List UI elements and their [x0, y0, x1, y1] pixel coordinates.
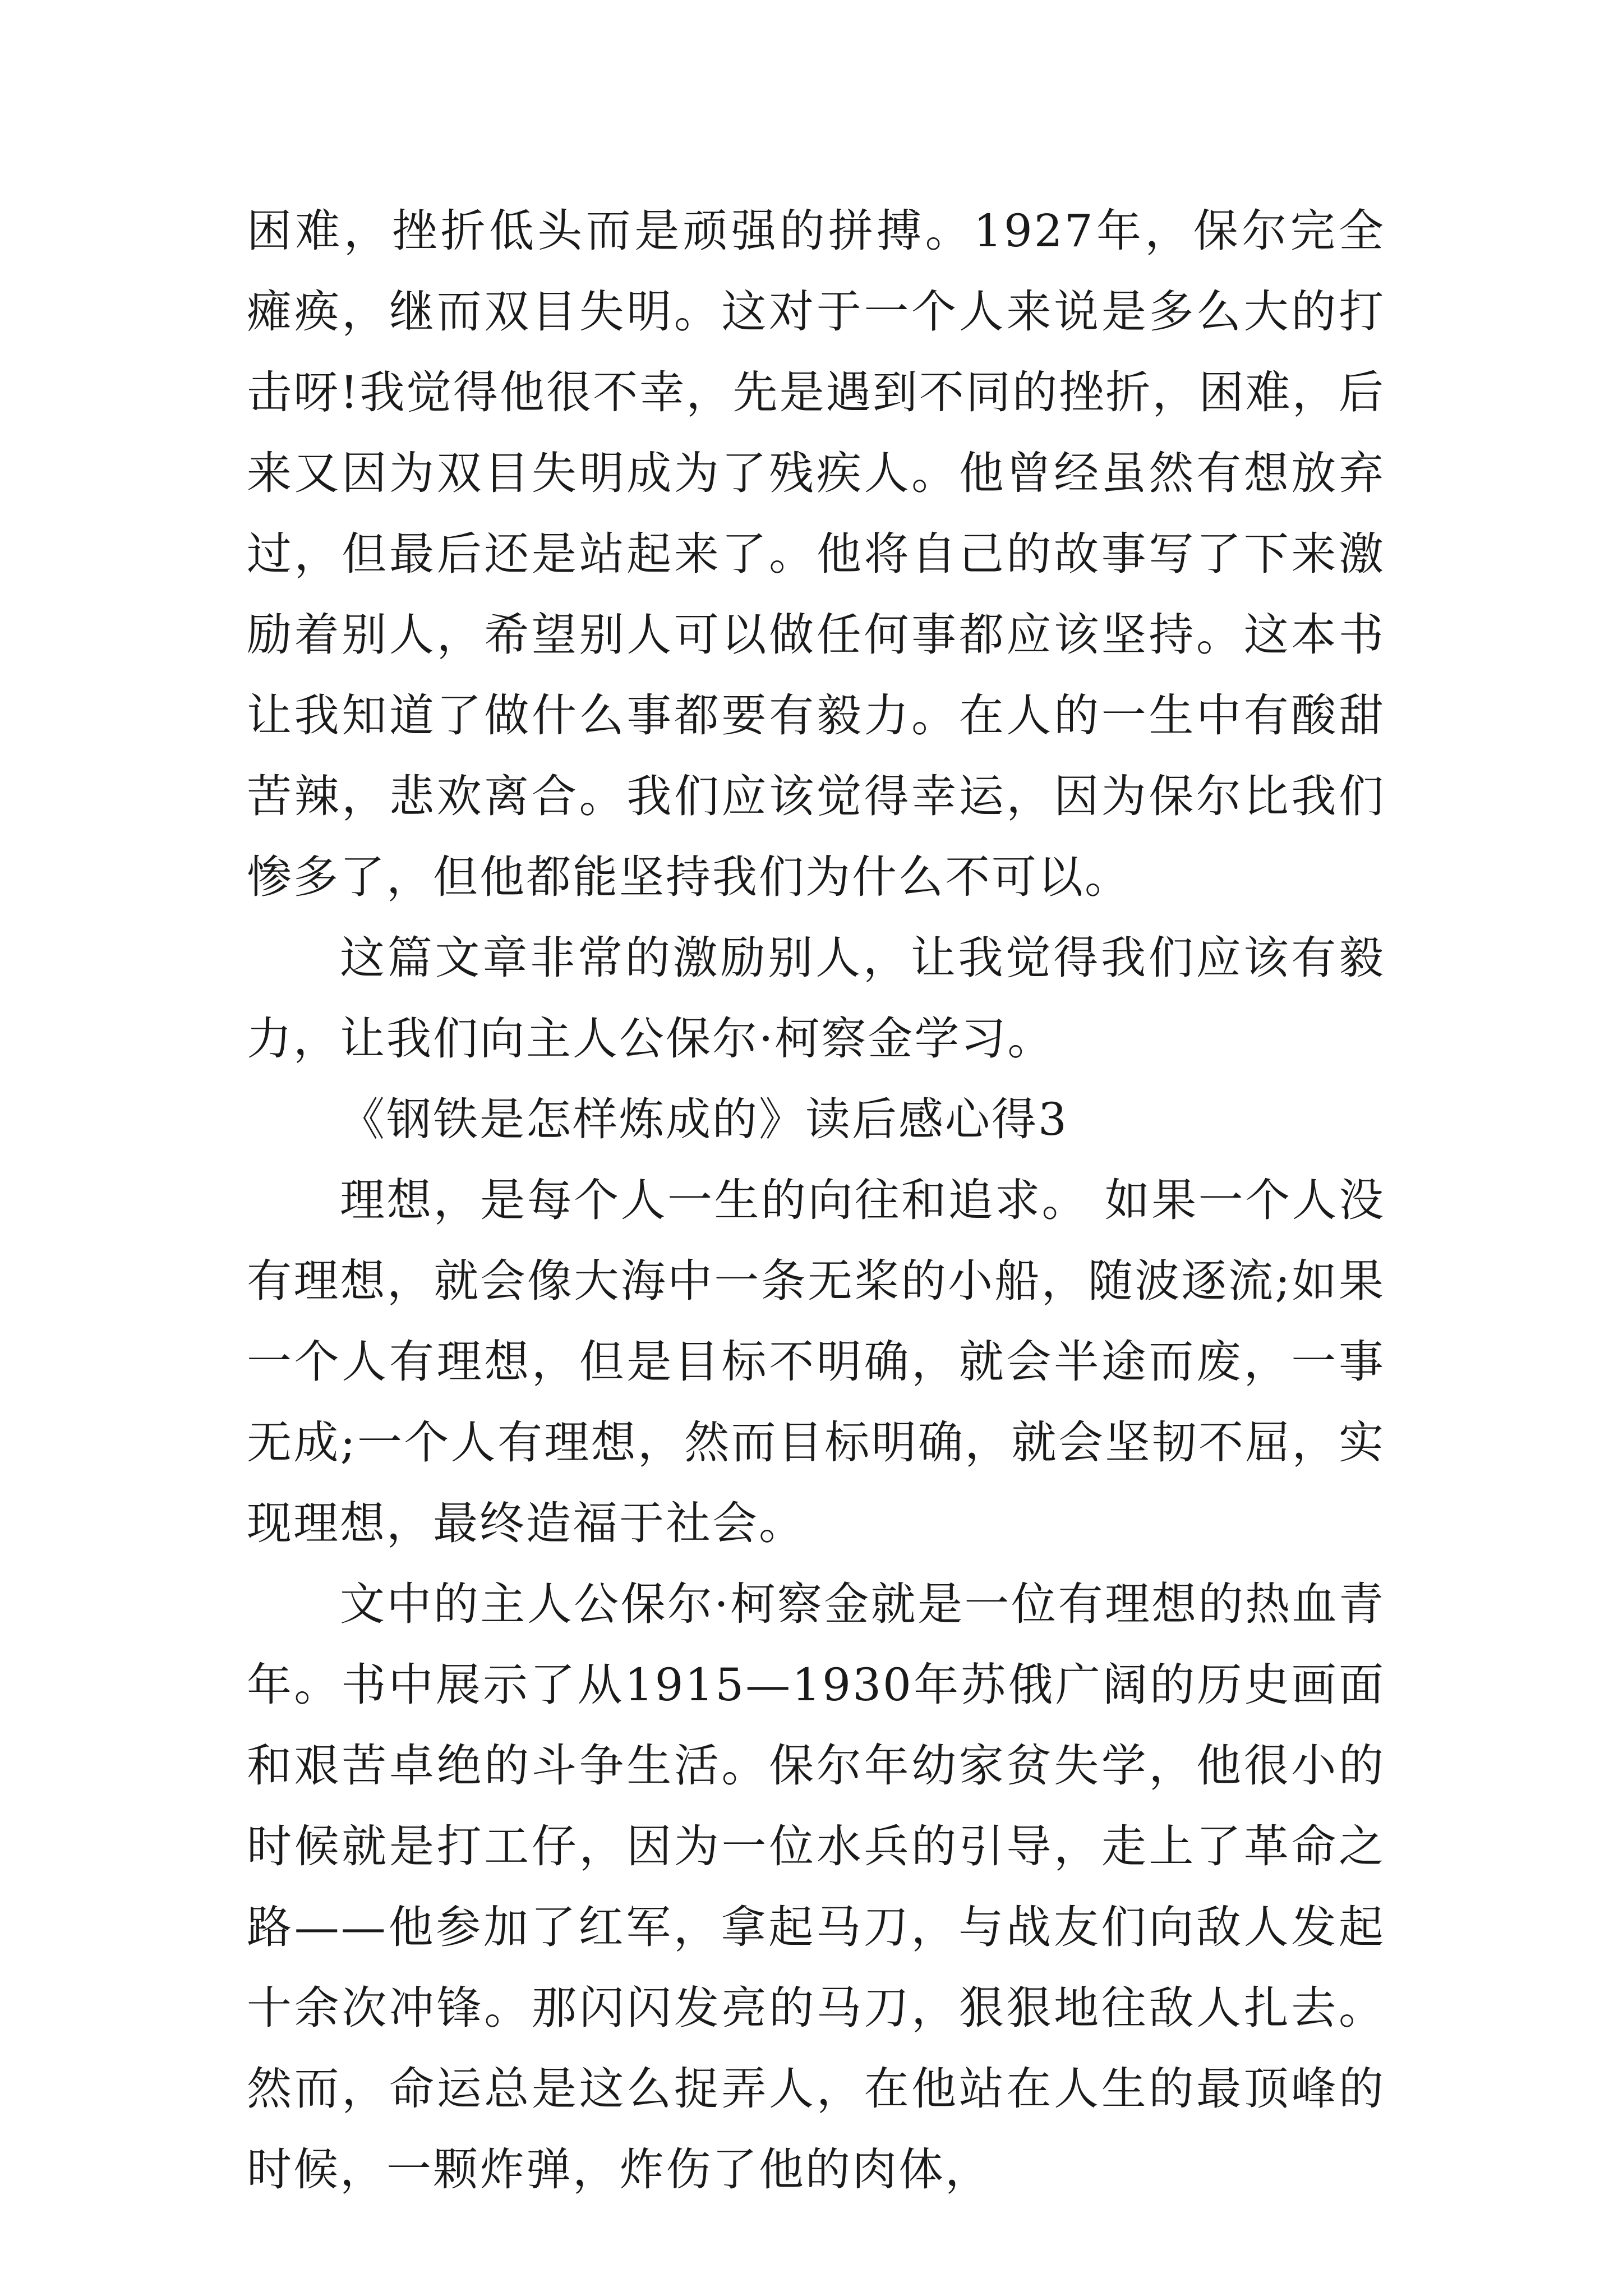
paragraph-reflection: 这篇文章非常的激励别人，让我觉得我们应该有毅力，让我们向主人公保尔·柯察金学习。	[247, 932, 1385, 1065]
paragraph-ideals: 理想，是每个人一生的向往和追求。 如果一个人没有理想，就会像大海中一条无桨的小船，随波逐流;如果一个人有理想，但是目标不明确，就会半途而废，一事无成;一个人有理想，然而目标明确，就会坚韧不屈，实现理想，最终造福于社会。	[247, 1174, 1385, 1549]
section-heading: 《钢铁是怎样炼成的》读后感心得3	[340, 1093, 1068, 1145]
paragraph-protagonist: 文中的主人公保尔·柯察金就是一位有理想的热血青年。书中展示了从1915—1930年苏俄广阔的历史画面和艰苦卓绝的斗争生活。保尔年幼家贫失学，他很小的时候就是打工仔，因为一位水兵的引导，走上了革命之路——他参加了红军，拿起马刀，与战友们向敌人发起十余次冲锋。那闪闪发亮的马刀，狠狠地往敌人扎去。然而，命运总是这么捉弄人，在他站在人生的最顶峰的时候，一颗炸弹，炸伤了他的肉体，	[247, 1578, 1385, 2196]
document-body	[247, 191, 1385, 2210]
paragraph-continuation: 困难，挫折低头而是顽强的拼搏。1927年，保尔完全瘫痪，继而双目失明。这对于一个人来说是多么大的打击呀!我觉得他很不幸，先是遇到不同的挫折，困难，后来又因为双目失明成为了残疾人。他曾经虽然有想放弃过，但最后还是站起来了。他将自己的故事写了下来激励着别人，希望别人可以做任何事都应该坚持。这本书让我知道了做什么事都要有毅力。在人的一生中有酸甜苦辣，悲欢离合。我们应该觉得幸运，因为保尔比我们惨多了，但他都能坚持我们为什么不可以。	[247, 205, 1385, 903]
